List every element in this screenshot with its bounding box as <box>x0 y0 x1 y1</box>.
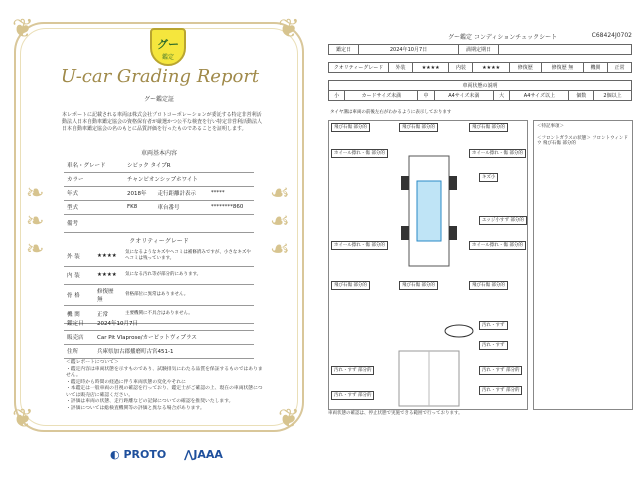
table-row <box>64 158 254 172</box>
int-note: 汚れ・すず <box>479 341 508 350</box>
engine-label: 機関 <box>584 63 608 73</box>
part-note: 飛び石傷 部分的 <box>399 281 438 290</box>
size-card: カードサイズ未満 <box>345 91 418 101</box>
list-item: ・評価については総検査機関等の評価と異なる場合があります。 <box>66 405 205 411</box>
type-value: FK8 <box>124 200 155 214</box>
table-row <box>64 284 254 305</box>
part-note: 飛び石傷 部分的 <box>469 281 508 290</box>
goo-certification-badge <box>150 28 186 66</box>
badge-main-text: グー <box>157 38 179 51</box>
cert-date-value: 2024年10月7日 <box>94 316 254 330</box>
special-text: ＜フロントガラスの状態＞ フロントウィンドウ 飛び石傷 部分的 <box>537 135 628 146</box>
exterior-note: 気になるようなキズやヘコミは補修済みですが、小さなキズやヘコミは残っています。 <box>122 246 254 266</box>
size-big: 大 <box>493 91 509 101</box>
basic-info-heading: 車両基本内容 <box>140 150 177 157</box>
repair-label: 修復歴 <box>509 63 541 73</box>
intro-text: 本レポートに記載される車両は株式会社プロトコーポレーションが委託する特定非営利活動法人日本自動車鑑定協会の資格保有者が厳選かつ公平な検査を行い特定非営利活動法人日本自動車鑑定協会の名のもとに品質評価を行ったものであることを証明します。 <box>62 112 263 132</box>
table-row <box>64 200 254 214</box>
count-value: 2個以上 <box>594 91 632 101</box>
legend-note: タイヤ溝は車両の前後左右がわかるように表示しております <box>330 110 452 115</box>
shop-label: 販売店 <box>64 330 94 344</box>
cert-date-label: 鑑定日 <box>329 45 359 55</box>
int-note: 汚れ・すず 部分的 <box>331 391 374 400</box>
int-note: 汚れ・すず 部分的 <box>479 386 522 395</box>
report-notes <box>66 360 266 412</box>
part-note: ホイール擦れ・傷 部分的 <box>331 241 388 250</box>
side-ornament-right: ☙ ☙ ☙ <box>270 181 290 262</box>
table-row <box>329 81 632 91</box>
part-note: ホイール擦れ・傷 部分的 <box>469 149 526 158</box>
chassis-label: 車台番号 <box>155 200 208 214</box>
special-notes-box <box>533 120 633 410</box>
engine-value: 正常 <box>94 305 122 323</box>
exterior-label: 外装 <box>389 63 413 73</box>
frame-label: 骨 格 <box>64 284 94 305</box>
address-label: 住所 <box>64 344 94 358</box>
table-row <box>64 246 254 266</box>
part-note: ホイール擦れ・傷 部分的 <box>469 241 526 250</box>
int-note: 汚れ・すず <box>479 321 508 330</box>
interior-label: 内 装 <box>64 266 94 284</box>
bottom-note: 車両状態の確認は、停止状態で実施できる範囲で行っております。 <box>328 411 463 416</box>
table-row <box>329 45 632 55</box>
frame-note: 骨格部位に異常はありません。 <box>122 284 254 305</box>
corner-ornament-tr: ❦ <box>278 14 300 44</box>
jaaa-logo-icon: ⋀ <box>184 448 194 461</box>
sheet-code: C68424J0702 <box>591 32 632 39</box>
vehicle-diagram <box>328 120 528 410</box>
interior-label: 内装 <box>449 63 473 73</box>
part-note: エッジ小すず 部分的 <box>479 216 527 225</box>
remarks-value <box>124 214 254 232</box>
size-a4: A4サイズ未満 <box>434 91 493 101</box>
expiry-label: 満期定期日 <box>459 45 499 55</box>
remarks-label: 備考 <box>64 214 124 232</box>
basic-info-table <box>64 158 254 233</box>
badge-sub-text: 鑑定 <box>161 54 174 61</box>
exterior-stars: ★★★★ <box>94 246 122 266</box>
size-small: 小 <box>329 91 345 101</box>
jaaa-logo: JAAA <box>193 448 223 461</box>
engine-label: 機 関 <box>64 305 94 323</box>
quality-heading: クオリティーグレード <box>129 238 189 245</box>
quality-label: クオリティーグレード <box>329 63 389 73</box>
quality-table <box>328 62 632 73</box>
interior-stars: ★★★★ <box>473 63 510 73</box>
size-a4plus: A4サイズ以上 <box>510 91 569 101</box>
expiry-value <box>499 45 632 55</box>
table-row <box>64 186 254 200</box>
frame-value: 修復歴 無 <box>94 284 122 305</box>
state-table <box>328 80 632 101</box>
list-item: ・鑑定時から時間の経過に伴う車両状態の変化やそれに <box>66 379 186 385</box>
mileage-label: 走行距離計表示 <box>155 186 208 200</box>
grading-report-panel <box>0 0 318 480</box>
quality-table <box>64 246 254 324</box>
color-label: カラー <box>64 172 124 186</box>
type-label: 型式 <box>64 200 124 214</box>
corner-ornament-bl: ❦ <box>12 404 34 434</box>
table-row <box>64 266 254 284</box>
interior-stars: ★★★★ <box>94 266 122 284</box>
proto-logo: PROTO <box>123 448 167 461</box>
date-table <box>328 44 632 55</box>
part-note: ホイール擦れ・傷 部分的 <box>331 149 388 158</box>
part-note: 飛び石傷 部分的 <box>469 123 508 132</box>
mileage-value: ***** <box>208 186 254 200</box>
shop-value: Car Pit Vlaprose/カーピットヴィプラス <box>94 330 254 344</box>
table-row <box>64 344 254 358</box>
table-row <box>64 172 254 186</box>
interior-note: 気になる汚れ等が部分的にあります。 <box>122 266 254 284</box>
color-value: チャンピオンシップホワイト <box>124 172 254 186</box>
year-value: 2018年 <box>124 186 155 200</box>
list-item: ・評価は車両の状態、走行距離などの記録についての確認を推奨いたします。 <box>66 399 234 404</box>
int-note: 汚れ・すず 部分的 <box>479 366 522 375</box>
special-heading: ＜特記事項＞ <box>537 124 564 129</box>
int-note: 汚れ・すず 部分的 <box>331 366 374 375</box>
engine-note: 主要機関に不具合はありません。 <box>122 305 254 323</box>
exterior-stars: ★★★★ <box>412 63 449 73</box>
proto-logo-icon: ◐ <box>110 448 124 461</box>
engine-value: 正常 <box>608 63 632 73</box>
corner-ornament-tl: ❦ <box>12 14 34 44</box>
report-title: U-car Grading Report <box>60 66 260 87</box>
condition-check-sheet <box>320 0 640 480</box>
count-label: 個数 <box>569 91 594 101</box>
part-note: 飛び石傷 部分的 <box>331 281 370 290</box>
table-row <box>64 214 254 232</box>
state-heading: 車両状態の説明 <box>329 81 632 91</box>
part-note: 飛び石傷 部分的 <box>399 123 438 132</box>
list-item: ・本鑑定は一般車両の目視の確認を行っており、鑑定士がご確認の上、現在の車両状態については販売店に確認ください。 <box>66 386 263 398</box>
table-row <box>329 63 632 73</box>
address-value: 兵庫県加古郡播磨町古宮451-1 <box>94 344 254 358</box>
table-row <box>64 330 254 344</box>
year-label: 年式 <box>64 186 124 200</box>
exterior-label: 外 装 <box>64 246 94 266</box>
model-label: 車名・グレード <box>64 158 124 172</box>
notes-heading: ＜鑑レポートについて＞ <box>66 360 119 365</box>
list-item: ・鑑定内容は車両状態を示すものであり、試験排気にわたる品質を保証するものではありません。 <box>66 366 263 378</box>
repair-value: 修復歴 無 <box>541 63 583 73</box>
side-ornament-left: ❧ ❧ ❧ <box>26 181 45 262</box>
chassis-value: ********860 <box>208 200 254 214</box>
table-row <box>64 316 254 330</box>
certificate-title: グー鑑定証 <box>143 96 174 103</box>
footer-logos <box>110 448 223 461</box>
part-note: 飛び石傷 部分的 <box>331 123 370 132</box>
sheet-title: グー鑑定 コンディションチェックシート <box>448 34 558 41</box>
model-value: シビック タイプR <box>124 158 254 172</box>
size-mid: 中 <box>418 91 434 101</box>
cert-date-label: 鑑定日 <box>64 316 94 330</box>
corner-ornament-br: ❦ <box>278 404 300 434</box>
table-row <box>329 91 632 101</box>
cert-date-value: 2024年10月7日 <box>359 45 459 55</box>
shop-table <box>64 316 254 359</box>
part-note: キズ小 <box>479 173 498 182</box>
